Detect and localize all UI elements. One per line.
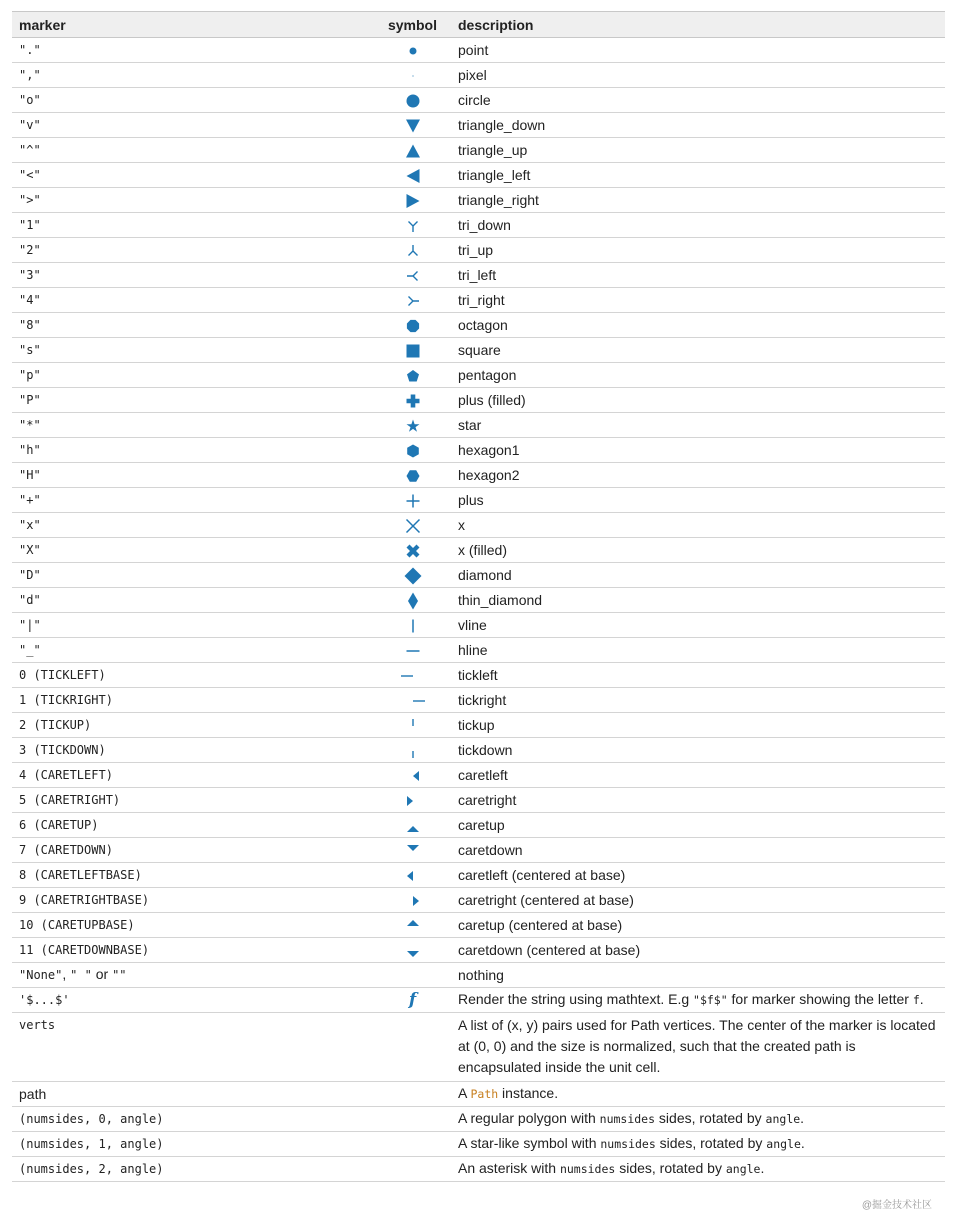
table-row <box>12 488 945 513</box>
symbol-cell <box>374 713 451 738</box>
table-row <box>12 688 945 713</box>
symbol-cell <box>374 638 451 663</box>
marker-cell: "p" <box>12 363 374 388</box>
table-row <box>12 1107 945 1132</box>
description-cell: triangle_down <box>451 113 945 138</box>
octagon-icon <box>400 316 426 336</box>
square-icon <box>400 341 426 361</box>
table-header-row <box>12 12 945 38</box>
symbol-cell <box>374 663 451 688</box>
marker-cell: (numsides, 2, angle) <box>12 1157 374 1182</box>
table-row <box>12 788 945 813</box>
symbol-cell <box>374 788 451 813</box>
symbol-cell <box>374 213 451 238</box>
table-row <box>12 713 945 738</box>
marker-cell: "s" <box>12 338 374 363</box>
table-row <box>12 1132 945 1157</box>
hexagon2-icon <box>400 466 426 486</box>
description-cell: octagon <box>451 313 945 338</box>
caretdown-icon <box>400 841 426 861</box>
description-cell: square <box>451 338 945 363</box>
description-cell: caretup (centered at base) <box>451 913 945 938</box>
symbol-cell <box>374 388 451 413</box>
table-row <box>12 63 945 88</box>
table-row <box>12 113 945 138</box>
plus-icon <box>400 491 426 511</box>
marker-cell: "1" <box>12 213 374 238</box>
header-symbol: symbol <box>374 12 451 38</box>
marker-cell: "x" <box>12 513 374 538</box>
marker-cell: "P" <box>12 388 374 413</box>
symbol-cell <box>374 138 451 163</box>
symbol-cell <box>374 488 451 513</box>
symbol-cell <box>374 863 451 888</box>
table-row <box>12 288 945 313</box>
marker-cell: 7 (CARETDOWN) <box>12 838 374 863</box>
marker-cell: "2" <box>12 238 374 263</box>
table-row <box>12 363 945 388</box>
marker-cell: "d" <box>12 588 374 613</box>
symbol-cell <box>374 313 451 338</box>
marker-cell: "^" <box>12 138 374 163</box>
table-row <box>12 188 945 213</box>
symbol-cell <box>374 813 451 838</box>
x-filled-icon <box>400 541 426 561</box>
symbol-cell <box>374 1157 451 1182</box>
table-row <box>12 963 945 988</box>
description-cell: x <box>451 513 945 538</box>
caretleftbase-icon <box>400 866 426 886</box>
diamond-icon <box>400 566 426 586</box>
plus-filled-icon <box>400 391 426 411</box>
symbol-cell <box>374 1082 451 1107</box>
table-row <box>12 838 945 863</box>
description-cell: tri_right <box>451 288 945 313</box>
hline-icon <box>400 641 426 661</box>
tickleft-icon <box>400 666 426 686</box>
caretdownbase-icon <box>400 941 426 961</box>
marker-cell: path <box>12 1082 374 1107</box>
description-cell: point <box>451 38 945 63</box>
description-cell: tri_up <box>451 238 945 263</box>
marker-cell: "*" <box>12 413 374 438</box>
description-cell: Render the string using mathtext. E.g "$f$" for marker showing the letter f. <box>451 988 945 1013</box>
circle-icon <box>400 91 426 111</box>
table-row <box>12 663 945 688</box>
description-cell: plus <box>451 488 945 513</box>
marker-cell: "X" <box>12 538 374 563</box>
table-row <box>12 438 945 463</box>
table-row <box>12 163 945 188</box>
caretrightbase-icon <box>400 891 426 911</box>
table-row <box>12 563 945 588</box>
table-row <box>12 513 945 538</box>
table-row <box>12 388 945 413</box>
pixel-icon <box>400 66 426 86</box>
description-cell: caretup <box>451 813 945 838</box>
caretupbase-icon <box>400 916 426 936</box>
marker-cell: "None", " " or "" <box>12 963 374 988</box>
symbol-cell <box>374 238 451 263</box>
description-cell: tri_down <box>451 213 945 238</box>
marker-cell: 9 (CARETRIGHTBASE) <box>12 888 374 913</box>
marker-cell: "<" <box>12 163 374 188</box>
symbol-cell <box>374 688 451 713</box>
table-row <box>12 988 945 1013</box>
table-row <box>12 138 945 163</box>
marker-cell: "+" <box>12 488 374 513</box>
description-cell: A list of (x, y) pairs used for Path vertices. The center of the marker is located at (0, 0) and the size is normalized, such that the created path is encapsulated inside the unit cell. <box>451 1013 945 1082</box>
table-row <box>12 588 945 613</box>
description-cell: triangle_left <box>451 163 945 188</box>
tri-left-icon <box>400 266 426 286</box>
table-row <box>12 538 945 563</box>
description-cell: caretdown <box>451 838 945 863</box>
table-row <box>12 1082 945 1107</box>
marker-cell: "4" <box>12 288 374 313</box>
table-row <box>12 638 945 663</box>
symbol-cell <box>374 838 451 863</box>
table-row <box>12 1013 945 1082</box>
tri-right-icon <box>400 291 426 311</box>
marker-cell: 2 (TICKUP) <box>12 713 374 738</box>
marker-cell: 5 (CARETRIGHT) <box>12 788 374 813</box>
pentagon-icon <box>400 366 426 386</box>
marker-cell: ">" <box>12 188 374 213</box>
symbol-cell <box>374 563 451 588</box>
symbol-cell <box>374 413 451 438</box>
table-row <box>12 763 945 788</box>
description-cell: diamond <box>451 563 945 588</box>
marker-cell: "v" <box>12 113 374 138</box>
star-icon <box>400 416 426 436</box>
x-icon <box>400 516 426 536</box>
marker-cell: 8 (CARETLEFTBASE) <box>12 863 374 888</box>
tickright-icon <box>400 691 426 711</box>
symbol-cell <box>374 88 451 113</box>
table-row <box>12 38 945 63</box>
table-row <box>12 938 945 963</box>
description-cell: A regular polygon with numsides sides, rotated by angle. <box>451 1107 945 1132</box>
description-cell: star <box>451 413 945 438</box>
marker-cell: "." <box>12 38 374 63</box>
description-cell: caretleft <box>451 763 945 788</box>
tri-down-icon <box>400 216 426 236</box>
description-cell: hline <box>451 638 945 663</box>
symbol-cell <box>374 613 451 638</box>
marker-cell: 1 (TICKRIGHT) <box>12 688 374 713</box>
description-cell: thin_diamond <box>451 588 945 613</box>
description-cell: A Path instance. <box>451 1082 945 1107</box>
symbol-cell <box>374 1132 451 1157</box>
symbol-cell <box>374 1013 451 1082</box>
description-cell: tickright <box>451 688 945 713</box>
symbol-cell <box>374 738 451 763</box>
description-cell: A star-like symbol with numsides sides, rotated by angle. <box>451 1132 945 1157</box>
description-cell: caretdown (centered at base) <box>451 938 945 963</box>
hexagon1-icon <box>400 441 426 461</box>
mathtext-f-icon: f <box>408 989 417 1010</box>
description-cell: circle <box>451 88 945 113</box>
tri-up-icon <box>400 241 426 261</box>
marker-cell: 0 (TICKLEFT) <box>12 663 374 688</box>
marker-cell: '$...$' <box>12 988 374 1013</box>
symbol-cell <box>374 338 451 363</box>
marker-cell: "D" <box>12 563 374 588</box>
description-cell: tickleft <box>451 663 945 688</box>
caretup-icon <box>400 816 426 836</box>
description-cell: pentagon <box>451 363 945 388</box>
symbol-cell <box>374 263 451 288</box>
marker-cell: "_" <box>12 638 374 663</box>
marker-cell: "3" <box>12 263 374 288</box>
description-cell: caretright (centered at base) <box>451 888 945 913</box>
symbol-cell <box>374 438 451 463</box>
marker-cell: 4 (CARETLEFT) <box>12 763 374 788</box>
caretleft-icon <box>400 766 426 786</box>
marker-cell: "8" <box>12 313 374 338</box>
symbol-cell <box>374 363 451 388</box>
table-row <box>12 213 945 238</box>
symbol-cell <box>374 113 451 138</box>
description-cell: vline <box>451 613 945 638</box>
symbol-cell <box>374 913 451 938</box>
symbol-cell <box>374 963 451 988</box>
table-row <box>12 88 945 113</box>
description-cell: x (filled) <box>451 538 945 563</box>
table-row <box>12 738 945 763</box>
marker-cell: verts <box>12 1013 374 1082</box>
description-cell: hexagon1 <box>451 438 945 463</box>
marker-cell: "|" <box>12 613 374 638</box>
symbol-cell <box>374 163 451 188</box>
symbol-cell <box>374 463 451 488</box>
marker-cell: 10 (CARETUPBASE) <box>12 913 374 938</box>
marker-table <box>12 11 945 1182</box>
description-cell: caretright <box>451 788 945 813</box>
table-row <box>12 1157 945 1182</box>
table-row <box>12 863 945 888</box>
table-row <box>12 263 945 288</box>
header-description: description <box>451 12 945 38</box>
table-row <box>12 813 945 838</box>
point-icon <box>400 41 426 61</box>
description-cell: caretleft (centered at base) <box>451 863 945 888</box>
table-row <box>12 463 945 488</box>
description-cell: nothing <box>451 963 945 988</box>
table-row <box>12 613 945 638</box>
symbol-cell <box>374 588 451 613</box>
symbol-cell <box>374 538 451 563</box>
symbol-cell <box>374 1107 451 1132</box>
symbol-cell <box>374 38 451 63</box>
description-cell: tickup <box>451 713 945 738</box>
description-cell: triangle_up <box>451 138 945 163</box>
symbol-cell <box>374 288 451 313</box>
symbol-cell <box>374 188 451 213</box>
symbol-cell <box>374 988 451 1013</box>
marker-cell: "o" <box>12 88 374 113</box>
symbol-cell <box>374 63 451 88</box>
description-cell: An asterisk with numsides sides, rotated by angle. <box>451 1157 945 1182</box>
table-row <box>12 238 945 263</box>
triangle-down-icon <box>400 116 426 136</box>
description-cell: tri_left <box>451 263 945 288</box>
marker-cell: "," <box>12 63 374 88</box>
marker-cell: 11 (CARETDOWNBASE) <box>12 938 374 963</box>
marker-cell: 6 (CARETUP) <box>12 813 374 838</box>
description-cell: triangle_right <box>451 188 945 213</box>
thin-diamond-icon <box>400 591 426 611</box>
triangle-up-icon <box>400 141 426 161</box>
path-link[interactable]: Path <box>470 1087 499 1101</box>
symbol-cell <box>374 888 451 913</box>
description-cell: tickdown <box>451 738 945 763</box>
marker-cell: "h" <box>12 438 374 463</box>
caretright-icon <box>400 791 426 811</box>
table-row <box>12 888 945 913</box>
description-cell: pixel <box>451 63 945 88</box>
vline-icon <box>400 616 426 636</box>
table-row <box>12 913 945 938</box>
marker-cell: (numsides, 0, angle) <box>12 1107 374 1132</box>
table-row <box>12 313 945 338</box>
table-row <box>12 413 945 438</box>
symbol-cell <box>374 763 451 788</box>
marker-cell: (numsides, 1, angle) <box>12 1132 374 1157</box>
watermark: @掘金技术社区 <box>861 1200 932 1211</box>
marker-cell: 3 (TICKDOWN) <box>12 738 374 763</box>
tickup-icon <box>400 716 426 736</box>
table-row <box>12 338 945 363</box>
marker-cell: "H" <box>12 463 374 488</box>
description-cell: plus (filled) <box>451 388 945 413</box>
header-marker: marker <box>12 12 374 38</box>
tickdown-icon <box>400 741 426 761</box>
symbol-cell <box>374 938 451 963</box>
symbol-cell <box>374 513 451 538</box>
triangle-left-icon <box>400 166 426 186</box>
description-cell: hexagon2 <box>451 463 945 488</box>
triangle-right-icon <box>400 191 426 211</box>
